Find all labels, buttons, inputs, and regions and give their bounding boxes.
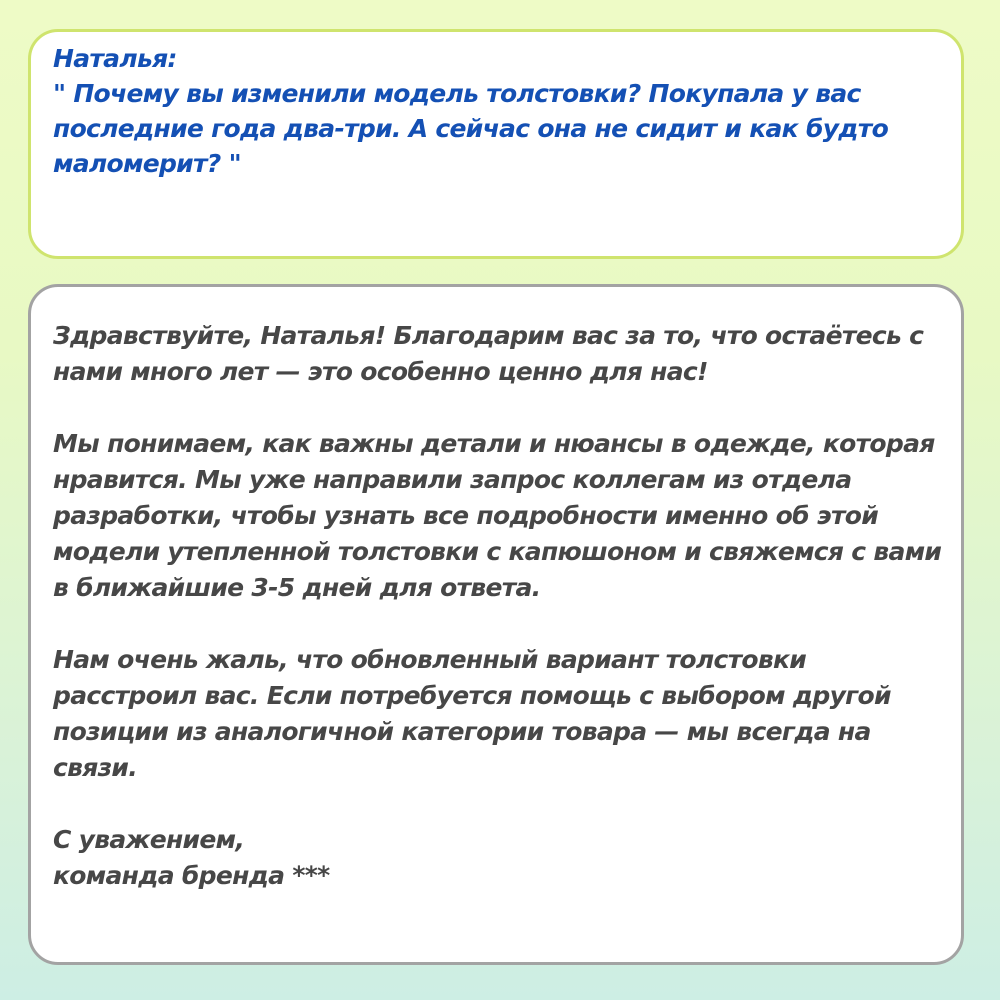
answer-greeting-paragraph: [53, 318, 961, 390]
answer-line: в ближайшие 3-5 дней для ответа.: [53, 573, 541, 602]
brand-answer-card: [28, 284, 964, 965]
answer-line: модели утепленной толстовки с капюшоном и свяжемся с вами: [53, 537, 942, 566]
answer-line: Здравствуйте, Наталья! Благодарим вас за то, что остаётесь с: [53, 321, 924, 350]
answer-line: Мы понимаем, как важны детали и нюансы в одежде, которая: [53, 429, 935, 458]
answer-request-paragraph: [53, 426, 961, 606]
answer-line: расстроил вас. Если потребуется помощь с выбором другой: [53, 681, 891, 710]
answer-line: Нам очень жаль, что обновленный вариант толстовки: [53, 645, 807, 674]
answer-signature-paragraph: [53, 822, 961, 894]
question-author: Наталья:: [53, 44, 177, 73]
question-line: " Почему вы изменили модель толстовки? Покупала у вас: [53, 79, 861, 108]
answer-line: нравится. Мы уже направили запрос коллегам из отдела: [53, 465, 852, 494]
customer-question-card: [28, 29, 964, 259]
answer-line: позиции из аналогичной категории товара — мы всегда на: [53, 717, 871, 746]
signature-line: С уважением,: [53, 825, 245, 854]
answer-line: нами много лет — это особенно ценно для нас!: [53, 357, 708, 386]
question-line: последние года два-три. А сейчас она не сидит и как будто: [53, 114, 889, 143]
answer-line: связи.: [53, 753, 138, 782]
question-line: маломерит? ": [53, 149, 241, 178]
answer-apology-paragraph: [53, 642, 961, 786]
signature-line: команда бренда ***: [53, 861, 330, 890]
answer-line: разработки, чтобы узнать все подробности именно об этой: [53, 501, 879, 530]
